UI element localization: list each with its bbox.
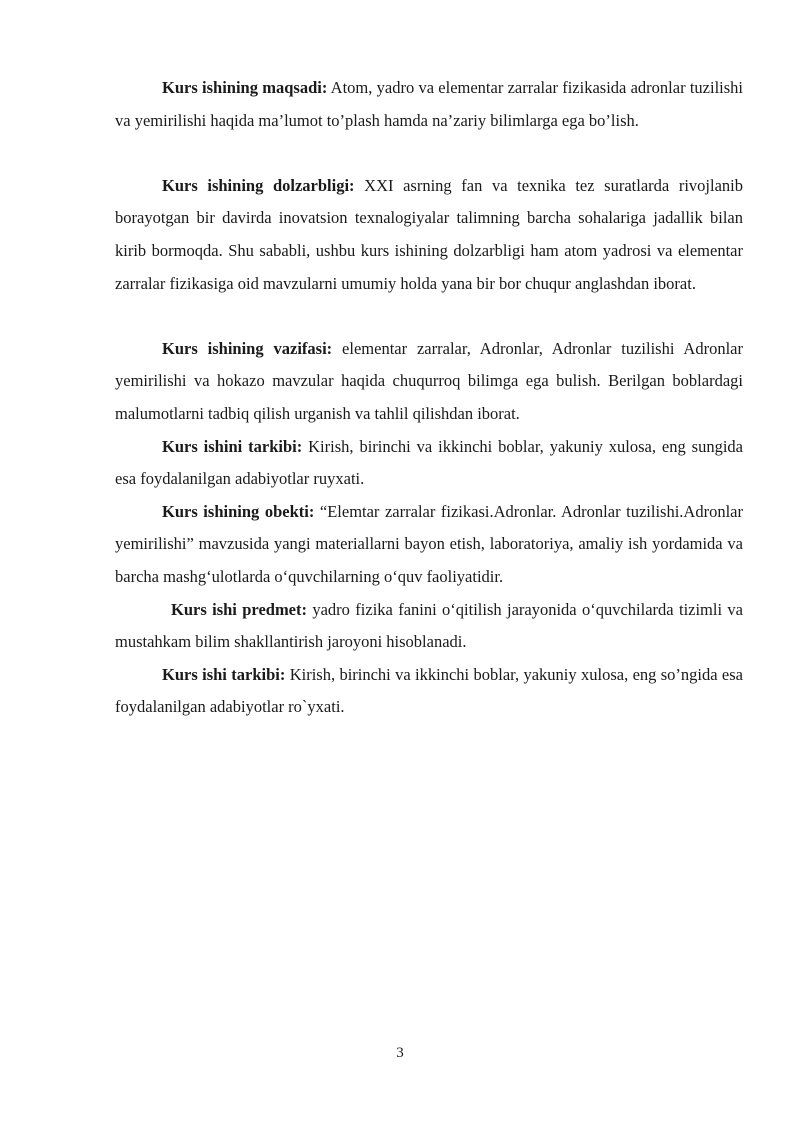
paragraph-heading: Kurs ishini tarkibi: [162,436,303,456]
paragraph-ishi-tarkibi [115,659,743,724]
paragraph-text: Atom, yadro va elementar zarralar fizikasida adronlar tuzilishi va yemirilishi haqida ma’lumot to’plash hamda na’zariy bilimlarga ega bo’lish. [115,78,743,130]
paragraph-spacer [115,137,743,170]
paragraph-text: Kirish, birinchi va ikkinchi boblar, yakuniy xulosa, eng so’ngida esa foydalanilgan adabiyotlar ro`yxati. [115,664,744,717]
paragraph-heading: Kurs ishining vazifasi: [162,338,333,358]
paragraph-heading: Kurs ishining obekti: [162,501,315,521]
paragraph-text: Kirish, birinchi va ikkinchi boblar, yakuniy xulosa, eng sungida esa foydalanilgan adabiyotlar ruyxati. [115,436,743,489]
paragraph-tarkibi [115,431,743,496]
paragraph-heading: Kurs ishi predmet: [171,599,307,619]
document-body [115,72,743,724]
paragraph-heading: Kurs ishining dolzarbligi: [162,175,355,195]
paragraph-text: yadro fizika fanini o‘qitilish jarayonida o‘quvchilarda tizimli va mustahkam bilim shakllantirish jaroyoni hisoblanadi. [115,599,743,652]
paragraph-text: “Elemtar zarralar fizikasi.Adronlar. Adronlar tuzilishi.Adronlar yemirilishi” mavzusida yangi materiallarni bayon etish, laboratoriya, amaliy ish yordamida va barcha mashg‘ulotlarda o‘quvchilarning o‘quv faoliyatidir. [115,501,743,586]
paragraph-maqsadi [115,72,743,137]
paragraph-spacer [115,300,743,333]
paragraph-heading: Kurs ishi tarkibi: [162,664,286,684]
paragraph-heading: Kurs ishining maqsadi: [162,78,328,97]
page-number: 3 [396,1045,404,1061]
paragraph-text: XXI asrning fan va texnika tez suratlarda rivojlanib borayotgan bir davirda inovatsion texnalogiyalar talimning barcha sohalariga jadallik bilan kirib bormoqda. Shu sababli, ushbu kurs ishining dolzarbligi ham atom yadrosi va elementar zarralar fizikasiga oid mavzularni umumiy holda yana bir bor chuqur anglashdan iborat. [115,175,743,293]
paragraph-dolzarbligi [115,170,743,300]
paragraph-predmet [115,594,743,659]
paragraph-vazifasi [115,333,743,431]
paragraph-text: elementar zarralar, Adronlar, Adronlar tuzilishi Adronlar yemirilishi va hokazo mavzular haqida chuqurroq bilimga ega bulish. Berilgan boblardagi malumotlarni tadbiq qilish urganish va tahlil qilishdan iborat. [115,338,743,423]
paragraph-obekti [115,496,743,594]
